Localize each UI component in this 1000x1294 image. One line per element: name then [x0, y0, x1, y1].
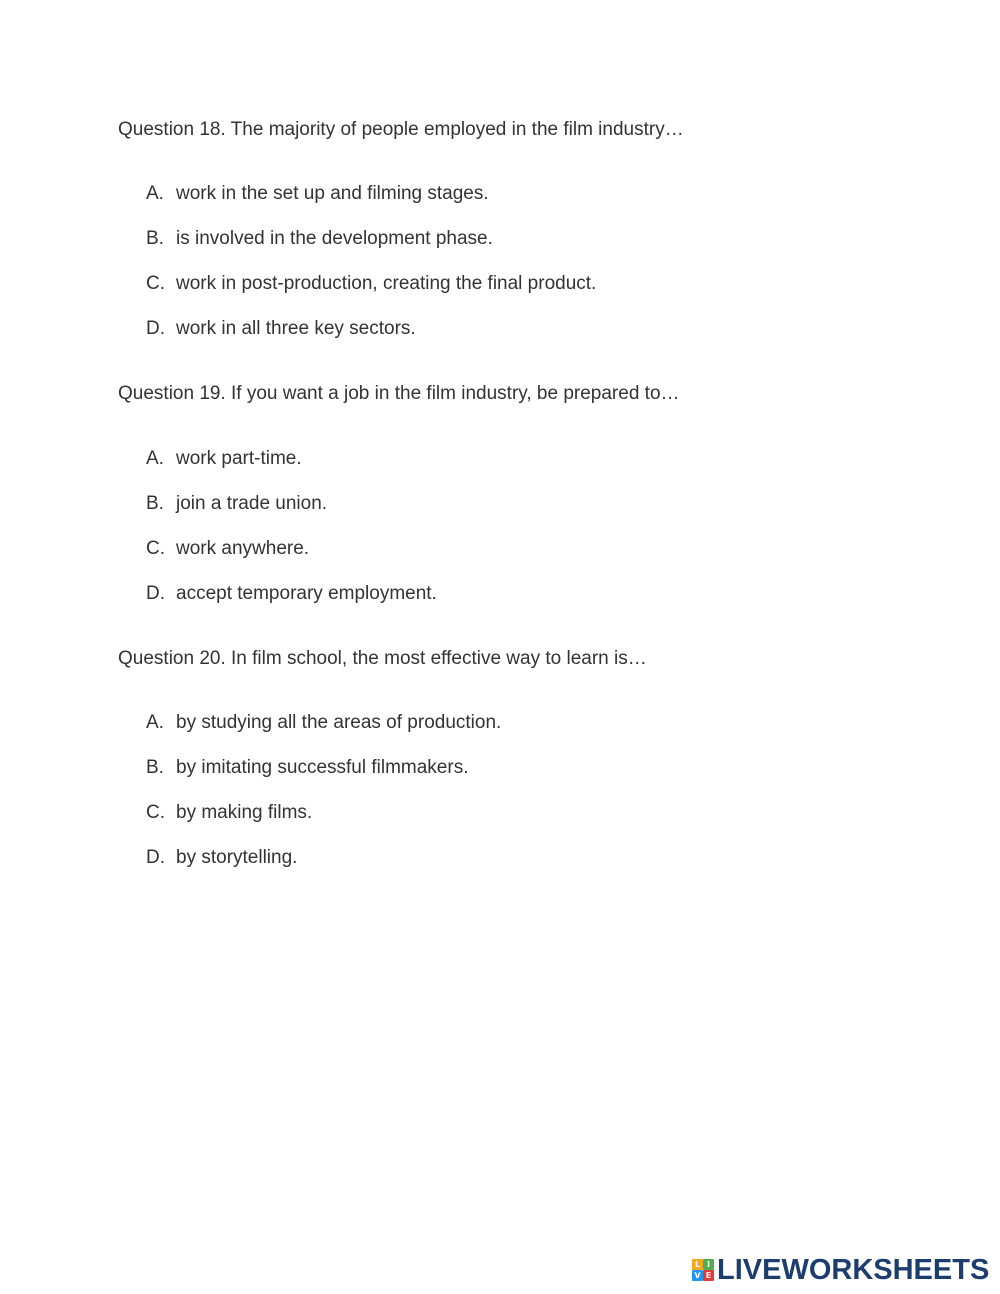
option-text: by making films.: [176, 802, 313, 823]
option-text: by imitating successful filmmakers.: [176, 757, 469, 778]
question-18-option-a: [146, 182, 489, 206]
logo-mark-letter: V: [692, 1270, 703, 1281]
question-20-option-b: [146, 756, 468, 780]
option-text: work anywhere.: [176, 538, 310, 559]
question-18-option-b: [146, 227, 493, 251]
question-20-option-c: [146, 801, 312, 825]
option-letter: A.: [146, 183, 164, 204]
option-text: join a trade union.: [176, 493, 328, 514]
option-letter: B.: [146, 228, 164, 249]
option-text: work in all three key sectors.: [176, 318, 416, 339]
logo-mark-letter: E: [703, 1270, 714, 1281]
liveworksheets-logo: [692, 1255, 989, 1285]
option-text: work part-time.: [176, 448, 302, 469]
option-text: work in post-production, creating the final product.: [176, 273, 597, 294]
option-text: is involved in the development phase.: [176, 228, 493, 249]
option-letter: A.: [146, 712, 164, 733]
option-letter: B.: [146, 757, 164, 778]
option-letter: B.: [146, 493, 164, 514]
liveworksheets-logo-icon: [692, 1259, 714, 1281]
question-19-option-c: [146, 537, 309, 561]
question-19-option-a: [146, 447, 302, 471]
question-18-option-d: [146, 317, 416, 341]
option-text: by studying all the areas of production.: [176, 712, 502, 733]
option-letter: D.: [146, 847, 165, 868]
option-text: by storytelling.: [176, 847, 298, 868]
option-letter: D.: [146, 583, 165, 604]
question-19-prompt: Question 19. If you want a job in the film industry, be prepared to…: [118, 383, 680, 404]
logo-text: LIVEWORKSHEETS: [717, 1254, 990, 1286]
logo-mark-letter: L: [692, 1259, 703, 1270]
question-18-prompt: Question 18. The majority of people employed in the film industry…: [118, 119, 684, 140]
question-19-option-b: [146, 492, 327, 516]
option-letter: A.: [146, 448, 164, 469]
option-text: work in the set up and filming stages.: [176, 183, 489, 204]
question-18-option-c: [146, 272, 596, 296]
option-text: accept temporary employment.: [176, 583, 437, 604]
question-19-option-d: [146, 582, 437, 606]
option-letter: D.: [146, 318, 165, 339]
question-20-prompt: Question 20. In film school, the most effective way to learn is…: [118, 648, 647, 669]
option-letter: C.: [146, 802, 165, 823]
logo-mark-letter: I: [703, 1259, 714, 1270]
question-20-option-d: [146, 846, 297, 870]
option-letter: C.: [146, 538, 165, 559]
option-letter: C.: [146, 273, 165, 294]
question-20-option-a: [146, 711, 501, 735]
